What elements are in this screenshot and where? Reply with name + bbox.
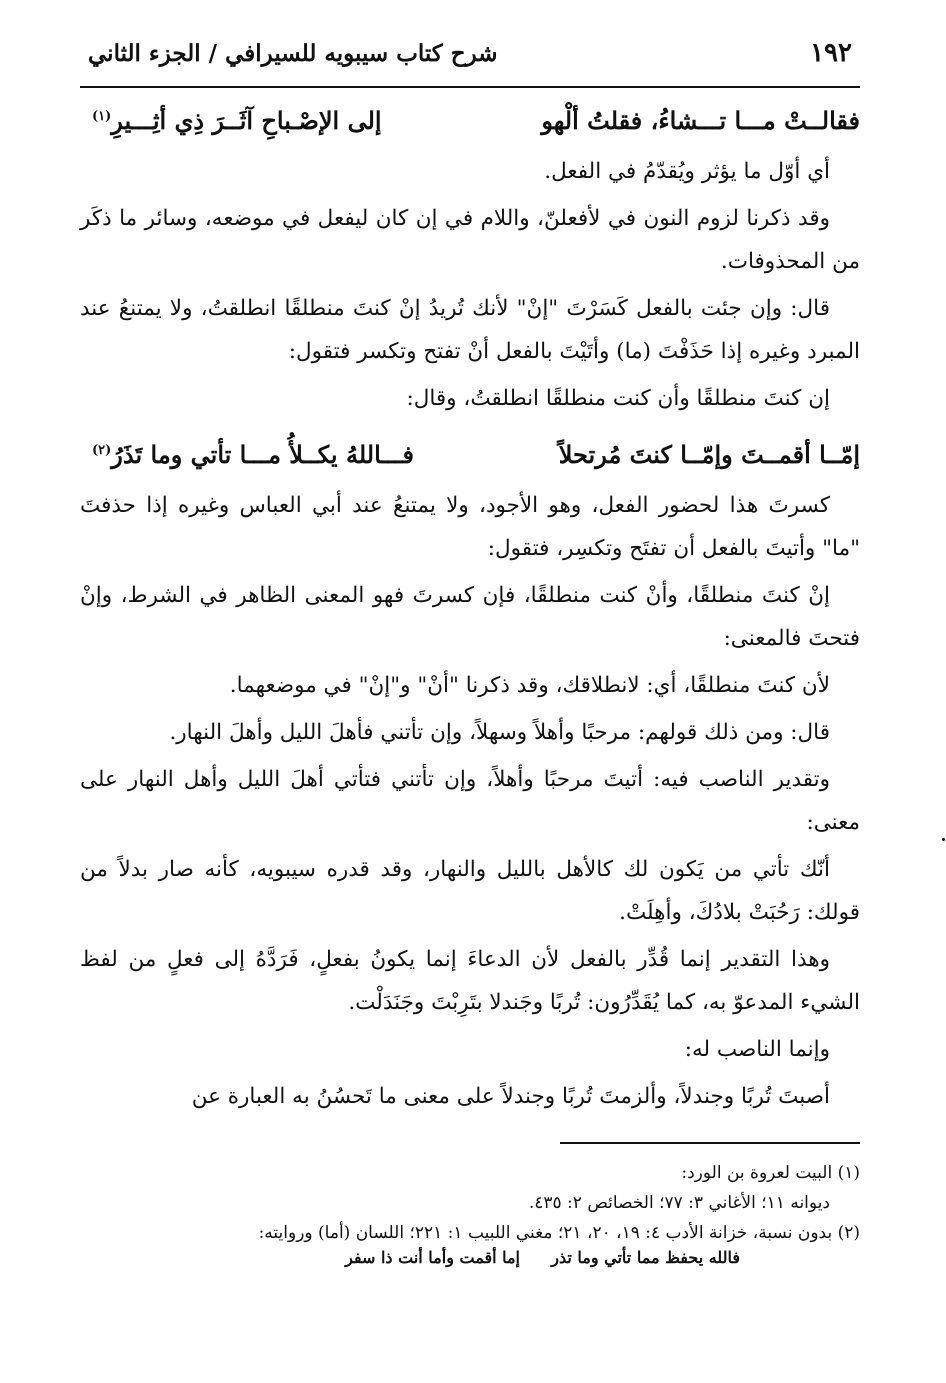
paragraph-3: قال: وإن جئت بالفعل كَسَرْتَ "إنْ" لأنك تُريدُ إنْ كنتَ منطلقًا انطلقتُ، ولا يمتنعُ عند المبرد وغيره إذا حَذَفْتَ (ما) وأتَيْتَ بالفعل أنْ تفتح وتكسر فتقول: — [80, 296, 860, 364]
verse-1-hemistich-2 — [92, 106, 382, 135]
book-page — [80, 28, 860, 1282]
verse-2-hemistich-1: إمّــا أقمــتَ وإمّــا كنتَ مُرتحلاً — [558, 440, 860, 469]
margin-dot — [942, 838, 945, 841]
paragraph-4: إن كنتَ منطلقًا وأن كنت منطلقًا انطلقتُ، وقال: — [406, 386, 830, 411]
paragraph-8: قال: ومن ذلك قولهم: مرحبًا وأهلاً وسهلاً، وإن تأتني فأهلَ الليل وأهلَ النهار. — [169, 720, 830, 745]
poetry-verse-1 — [80, 98, 860, 148]
footnote-marker-1: (١) — [92, 109, 112, 124]
verse-2-hemistich-2 — [92, 440, 414, 469]
verse-1-hemistich-1: فقالــتْ مـــا تـــشاءُ، فقلتُ ألْهو — [541, 106, 860, 135]
paragraph-5: كسرتَ هذا لحضور الفعل، وهو الأجود، ولا يمتنعُ عند أبي العباس وغيره إذا حذفتَ "ما" وأتيتَ بالفعل أن تفتَح وتكسِر، فتقول: — [80, 493, 860, 561]
footnote-2-hemistich-1: إما أقمت وأما أنت ذا سفر — [345, 1248, 520, 1267]
paragraph-11: وهذا التقدير إنما قُدِّر بالفعل لأن الدعاءَ إنما يكونُ بفعلٍ، فَرَدَّهُ إلى فعلٍ من لفظ الشيء المدعوّ به، كما يُقَدِّرُون: تُربًا وجَندلا بتَرِبْتَ وجَنَدَلْت. — [80, 947, 860, 1015]
footnote-separator — [560, 1142, 860, 1144]
verse-1-hemistich-2-text: إلى الإصْـباحِ آثَــرَ ذِي أثِـــيرِ — [111, 106, 382, 135]
footnote-2-heading: (٢) بدون نسبة، خزانة الأدب ٤: ١٩، ٢٠، ٢١؛ مغني اللبيب ١: ٢٢١؛ اللسان (أما) وروايته: — [258, 1223, 860, 1243]
running-title: شرح كتاب سيبويه للسيرافي / الجزء الثاني — [88, 40, 498, 67]
paragraph-10: أنّك تأتي من يَكون لك كالأهل بالليل والنهار، وقد قدره سيبويه، كأنه صار بدلاً من قولك: رَحُبَتْ بلادُكَ، وأهِلَتْ. — [80, 857, 860, 925]
page-number: ١٩٢ — [810, 38, 852, 68]
page-header — [80, 28, 860, 88]
paragraph-13: أصبتَ تُربًا وجندلاً، وألزمتَ تُربًا وجندلاً على معنى ما تَحسُنُ به العبارة عن — [191, 1084, 830, 1109]
paragraph-7: لأن كنتَ منطلقًا، أي: لانطلاقك، وقد ذكرنا "أنْ" و"إنْ" في موضعهما. — [229, 673, 830, 698]
paragraph-1: أي أوّل ما يؤثر ويُقدّمُ في الفعل. — [544, 159, 830, 184]
footnote-2-verse — [80, 1248, 860, 1282]
paragraph-12: وإنما الناصب له: — [684, 1037, 830, 1062]
paragraph-6: إنْ كنتَ منطلقًا، وأنْ كنت منطلقًا، فإن كسرتَ فهو المعنى الظاهر في الشرط، وإنْ فتحتَ فالمعنى: — [80, 583, 860, 651]
paragraph-2: وقد ذكرنا لزوم النون في لأفعلنّ، واللام في إن كان ليفعل في موضعه، وسائر ما ذكَر من المحذوفات. — [80, 206, 860, 274]
footnote-marker-2: (٢) — [92, 443, 112, 458]
footnote-2-hemistich-2: فالله يحفظ مما تأتي وما تذر — [551, 1248, 740, 1267]
footnote-1-sources: ديوانه ١١؛ الأغاني ٣: ٧٧؛ الخصائص ٢: ٤٣٥. — [528, 1193, 830, 1213]
footnote-1-heading: (١) البيت لعروة بن الورد: — [681, 1163, 860, 1183]
poetry-verse-2 — [80, 432, 860, 482]
paragraph-9: وتقدير الناصب فيه: أتيتَ مرحبًا وأهلاً، وإن تأتني فتأتي أهلَ الليل وأهل النهار على معنى: — [80, 767, 860, 835]
verse-2-hemistich-2-text: فـــاللهُ يكــلأُ مـــا تأتي وما تَذَرُ — [111, 440, 414, 469]
